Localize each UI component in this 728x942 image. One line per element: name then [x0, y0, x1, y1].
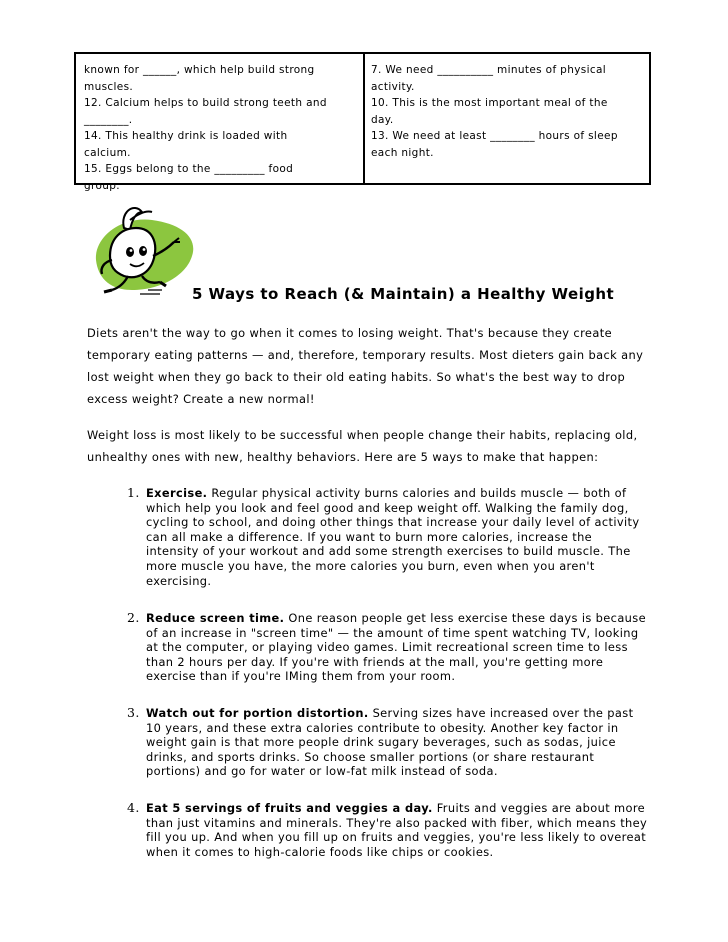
list-item-line: exercise than if you're IMing them from your room.	[146, 669, 456, 684]
list-item-body	[146, 611, 666, 684]
clue-table	[74, 52, 651, 192]
list-item-line: intensity of your workout and add some strength exercises to build muscle. The	[146, 544, 631, 559]
list-item-text: One reason people get less exercise these days is because	[284, 611, 646, 625]
clue-line: known for ______, which help build strong	[84, 64, 315, 76]
clue-line: 12. Calcium helps to build strong teeth and	[84, 97, 327, 109]
clue-line: each night.	[371, 146, 434, 159]
list-item-line: than just vitamins and minerals. They're also packed with fiber, which means they	[146, 815, 648, 830]
list-item-first-line	[146, 801, 666, 816]
clue-line: group.	[84, 179, 120, 192]
list-item-body	[146, 486, 666, 588]
paragraph-line: temporary eating patterns — and, therefore, temporary results. Most dieters gain back any	[87, 348, 644, 362]
list-item-line: fill you up. And when you fill up on fruits and veggies, you're less likely to overeat	[146, 830, 647, 845]
intro-paragraph	[87, 322, 667, 410]
list-item-line: portions) and go for water or low-fat milk instead of soda.	[146, 764, 498, 779]
list-item-lead: Watch out for portion distortion.	[146, 706, 369, 720]
paragraph-line: Weight loss is most likely to be successful when people change their habits, replacing old,	[87, 428, 638, 442]
clue-column-right	[365, 54, 649, 183]
list-item-lead: Eat 5 servings of fruits and veggies a day.	[146, 801, 433, 815]
clue-line: 14. This healthy drink is loaded with	[84, 130, 288, 142]
list-item-line: exercising.	[146, 573, 212, 588]
list-item-text: Regular physical activity burns calories and builds muscle — both of	[207, 486, 627, 500]
clue-line: calcium.	[84, 146, 131, 159]
list-item-line: 10 years, and these extra calories contribute to obesity. Another key factor in	[146, 720, 619, 735]
list-item-line: when it comes to high-calorie foods like chips or cookies.	[146, 844, 494, 859]
clue-line: 7. We need __________ minutes of physical	[371, 64, 607, 76]
list-item-line: of an increase in "screen time" — the amount of time spent watching TV, looking	[146, 625, 639, 640]
clue-line: 10. This is the most important meal of the	[371, 97, 608, 109]
list-number: 3.	[127, 705, 140, 720]
clue-column-left	[76, 54, 365, 192]
list-item-text: Fruits and veggies are about more	[432, 801, 646, 815]
list-item-lead: Reduce screen time.	[146, 611, 285, 625]
clue-line: activity.	[371, 80, 415, 93]
clue-line: 13. We need at least ________ hours of sleep	[371, 130, 618, 142]
list-item-line: at the computer, or playing video games. Limit recreational screen time to less	[146, 640, 628, 655]
page-title: 5 Ways to Reach (& Maintain) a Healthy Weight	[192, 285, 615, 303]
running-vegetable-mascot-icon	[90, 198, 202, 298]
second-paragraph	[87, 424, 667, 468]
list-item-lead: Exercise.	[146, 486, 208, 500]
clue-line: 15. Eggs belong to the _________ food	[84, 163, 294, 175]
list-item-body	[146, 801, 666, 859]
list-item-first-line	[146, 706, 666, 721]
list-number: 2.	[127, 610, 140, 625]
list-item-first-line	[146, 611, 666, 626]
list-item-line: cycling to school, and doing other things that increase your daily level of activity	[146, 515, 640, 530]
clue-line: day.	[371, 113, 394, 126]
list-item-line: weight gain is that more people drink sugary beverages, such as sodas, juice	[146, 735, 616, 750]
list-item-line: can all make a difference. If you want to burn more calories, increase the	[146, 529, 593, 544]
paragraph-line: unhealthy ones with new, healthy behaviors. Here are 5 ways to make that happen:	[87, 450, 599, 464]
list-number: 4.	[127, 800, 140, 815]
list-number: 1.	[127, 485, 140, 500]
list-item-line: than 2 hours per day. If you're with friends at the mall, you're getting more	[146, 654, 604, 669]
list-item-body	[146, 706, 666, 779]
paragraph-line: excess weight? Create a new normal!	[87, 392, 315, 406]
list-item-text: Serving sizes have increased over the past	[368, 706, 634, 720]
list-item-line: drinks, and sports drinks. So choose smaller portions (or share restaurant	[146, 749, 595, 764]
paragraph-line: Diets aren't the way to go when it comes to losing weight. That's because they create	[87, 326, 612, 340]
list-item-line: which help you look and feel good and keep weight off. Walking the family dog,	[146, 500, 629, 515]
paragraph-line: lost weight when they go back to their old eating habits. So what's the best way to drop	[87, 370, 626, 384]
clue-line: muscles.	[84, 80, 134, 93]
clue-line: ________.	[84, 113, 133, 126]
list-item-first-line	[146, 486, 666, 501]
list-item-line: more muscle you have, the more calories you burn, even when you aren't	[146, 558, 595, 573]
